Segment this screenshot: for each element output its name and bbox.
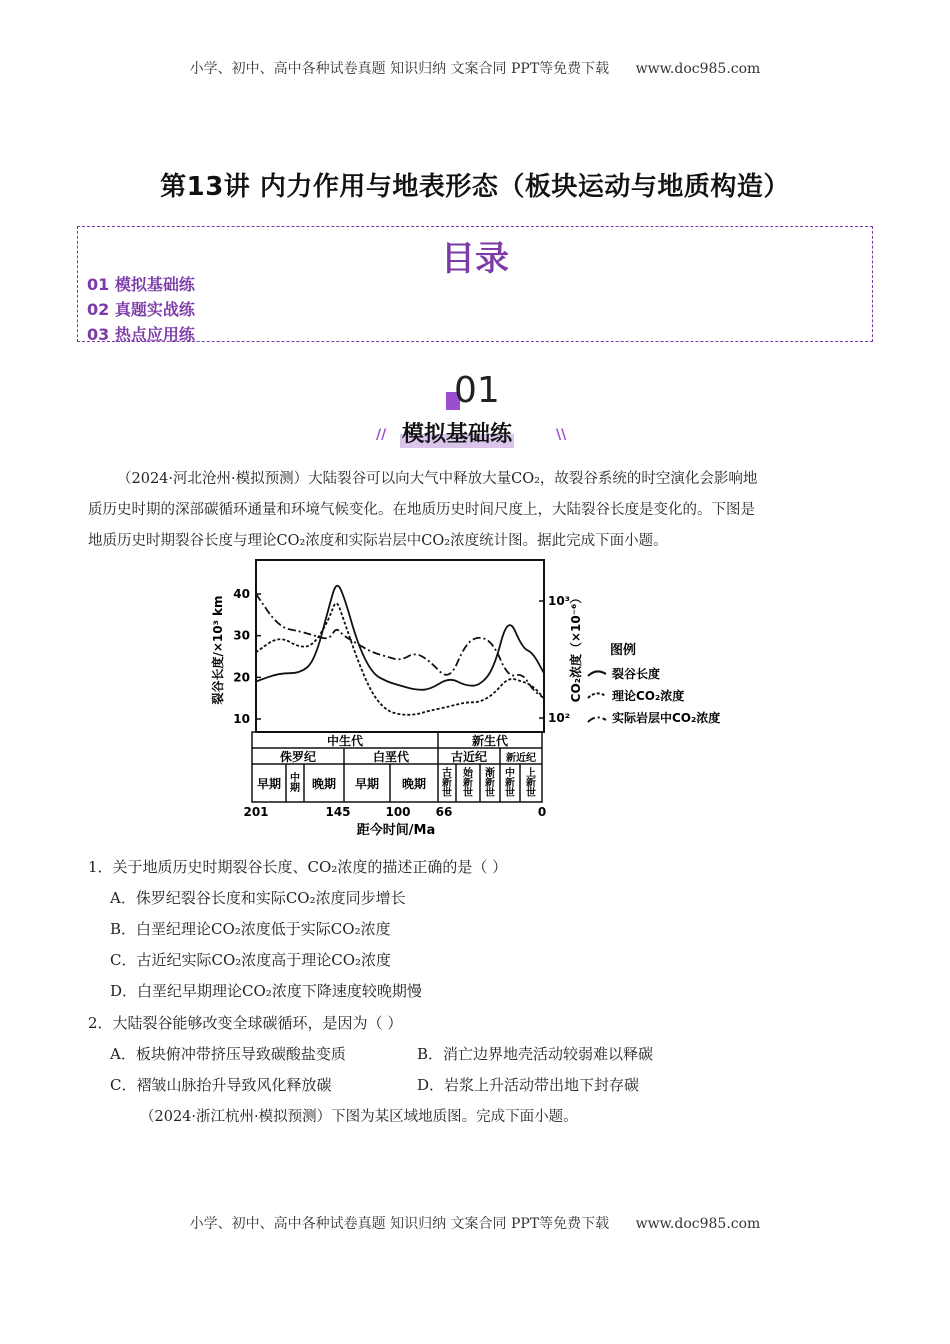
footer-site[interactable]: www.doc985.com bbox=[635, 1216, 761, 1232]
left-slash-decoration: // bbox=[376, 427, 387, 443]
legend-actual: 实际岩层中CO₂浓度 bbox=[612, 711, 721, 725]
q1-stem: 1．关于地质历史时期裂谷长度、CO₂浓度的描述正确的是（ ） bbox=[88, 858, 508, 876]
legend-swatch-theory bbox=[588, 693, 606, 698]
q1-option-c[interactable]: C．古近纪实际CO₂浓度高于理论CO₂浓度 bbox=[110, 951, 392, 969]
toc-item-2[interactable]: 02 真题实战练 bbox=[87, 300, 195, 319]
q2-option-b[interactable]: B．消亡边界地壳活动较弱难以释碳 bbox=[417, 1045, 654, 1063]
period-paleogene: 古近纪 bbox=[450, 750, 488, 764]
intro-line-2: 质历史时期的深部碳循环通量和环境气候变化。在地质历史时间尺度上，大陆裂谷长度是变化的。下图是 bbox=[88, 502, 755, 518]
q2-option-a[interactable]: A．板块俯冲带挤压导致碳酸盐变质 bbox=[110, 1045, 346, 1063]
q1-option-d[interactable]: D．白垩纪早期理论CO₂浓度下降速度较晚期慢 bbox=[110, 982, 422, 1000]
period-cretaceous: 白垩代 bbox=[372, 750, 410, 764]
period-jurassic: 侏罗纪 bbox=[279, 750, 317, 764]
vertical-epoch-label: 中新世 bbox=[505, 768, 515, 799]
y-right-tick-label: 10³ bbox=[548, 594, 570, 608]
page-title: 第13讲 内力作用与地表形态（板块运动与地质构造） bbox=[160, 172, 790, 202]
legend-title: 图例 bbox=[610, 643, 637, 658]
data-lines bbox=[256, 586, 544, 715]
epoch-jurassic-late: 晚期 bbox=[311, 777, 337, 791]
section-number-text: 01 bbox=[454, 370, 500, 411]
page-footer bbox=[0, 1213, 950, 1233]
section-title-text: 模拟基础练 bbox=[400, 417, 514, 448]
intro-line-1: （2024·河北沧州·模拟预测）大陆裂谷可以向大气中释放大量CO₂，故裂谷系统的时空演化会影响地 bbox=[117, 471, 758, 487]
vertical-epoch-label: 古新世 bbox=[442, 768, 452, 799]
x-axis-ticks bbox=[243, 805, 546, 819]
vertical-epoch-label: 渐新世 bbox=[485, 768, 495, 799]
q2-stem: 2．大陆裂谷能够改变全球碳循环，是因为（ ） bbox=[88, 1014, 403, 1032]
rift-co2-chart bbox=[208, 552, 768, 842]
intro-line-3: 地质历史时期裂谷长度与理论CO₂浓度和实际岩层中CO₂浓度统计图。据此完成下面小题。 bbox=[88, 533, 668, 549]
y-axis-right-label: CO₂浓度（×10⁻⁶） bbox=[569, 591, 583, 703]
x-tick-label: 100 bbox=[385, 805, 411, 819]
y-axis-left-label: 裂谷长度/×10³ km bbox=[211, 595, 225, 705]
y-left-tick-label: 40 bbox=[233, 587, 250, 601]
era-mesozoic: 中生代 bbox=[326, 734, 364, 748]
legend-rift: 裂谷长度 bbox=[612, 667, 661, 681]
y-right-tick-label: 10² bbox=[548, 711, 570, 725]
q1-option-b[interactable]: B．白垩纪理论CO₂浓度低于实际CO₂浓度 bbox=[110, 920, 391, 938]
x-tick-label: 66 bbox=[435, 805, 453, 819]
series-line-rift-length bbox=[256, 586, 544, 690]
section-number bbox=[440, 372, 520, 412]
legend-swatch-actual bbox=[588, 717, 606, 722]
toc-item-3[interactable]: 03 热点应用练 bbox=[87, 325, 195, 344]
q2-option-c[interactable]: C．褶皱山脉抬升导致风化释放碳 bbox=[110, 1076, 332, 1094]
toc-item-1[interactable]: 01 模拟基础练 bbox=[87, 275, 195, 294]
q2-option-d[interactable]: D．岩浆上升活动带出地下封存碳 bbox=[417, 1076, 640, 1094]
x-tick-label: 0 bbox=[537, 805, 547, 819]
legend-theory: 理论CO₂浓度 bbox=[612, 689, 685, 703]
x-tick-label: 145 bbox=[325, 805, 351, 819]
right-slash-decoration: \\ bbox=[556, 427, 567, 443]
y-left-tick-label: 10 bbox=[233, 712, 250, 726]
vertical-epoch-label: 中期 bbox=[290, 773, 300, 794]
epoch-cretaceous-early: 早期 bbox=[354, 777, 380, 791]
next-group-intro: （2024·浙江杭州·模拟预测）下图为某区域地质图。完成下面小题。 bbox=[140, 1109, 578, 1125]
x-tick-label: 201 bbox=[243, 805, 269, 819]
page-header bbox=[0, 58, 950, 78]
header-text: 小学、初中、高中各种试卷真题 知识归纳 文案合同 PPT等免费下载 bbox=[189, 61, 610, 77]
footer-text: 小学、初中、高中各种试卷真题 知识归纳 文案合同 PPT等免费下载 bbox=[189, 1216, 610, 1232]
epoch-jurassic-early: 早期 bbox=[256, 777, 282, 791]
period-neogene: 新近纪 bbox=[506, 753, 536, 764]
era-cenozoic: 新生代 bbox=[471, 734, 509, 748]
q1-option-a[interactable]: A．侏罗纪裂谷长度和实际CO₂浓度同步增长 bbox=[110, 889, 406, 907]
vertical-epoch-label: 始新世 bbox=[463, 768, 473, 799]
toc-heading: 目录 bbox=[441, 239, 509, 279]
y-left-tick-label: 30 bbox=[233, 628, 250, 643]
section-title bbox=[370, 417, 580, 451]
vertical-epoch-label: 上新世 bbox=[526, 768, 536, 799]
intro-paragraph bbox=[88, 464, 863, 557]
header-site[interactable]: www.doc985.com bbox=[635, 61, 761, 77]
toc-box bbox=[77, 226, 873, 342]
y-left-tick-label: 20 bbox=[233, 670, 250, 685]
legend-swatch-rift bbox=[588, 671, 606, 676]
epoch-cretaceous-late: 晚期 bbox=[401, 777, 427, 791]
x-axis-label: 距今时间/Ma bbox=[356, 823, 436, 838]
